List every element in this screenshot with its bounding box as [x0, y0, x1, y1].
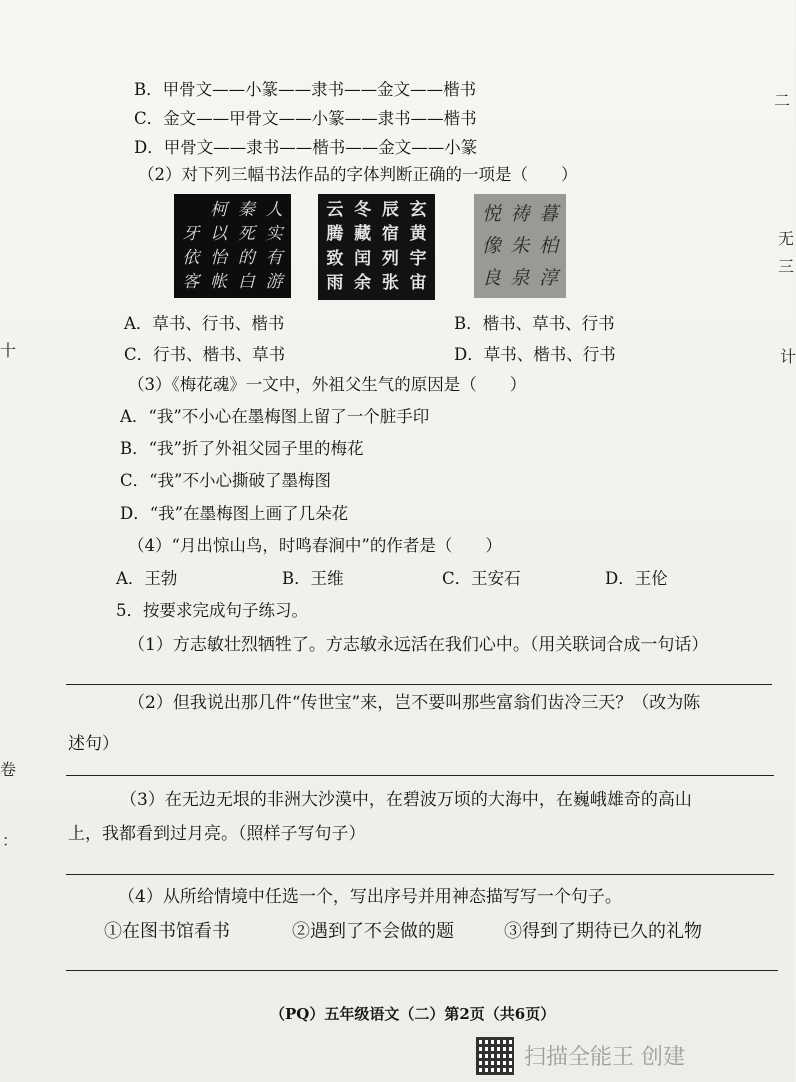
right-margin-fragment: 无 — [778, 229, 795, 248]
calligraphy-char: 辰 — [381, 199, 399, 220]
calligraphy-char: 列 — [381, 248, 399, 269]
q3-option-b: B．“我”折了外祖父园子里的梅花 — [120, 439, 364, 458]
calligraphy-char: 帐 — [210, 271, 228, 292]
q2-option-c: C．行书、楷书、草书 — [124, 345, 286, 364]
q2-option-a: A．草书、行书、楷书 — [124, 314, 285, 333]
q2-stem: （2）对下列三幅书法作品的字体判断正确的一项是（ ） — [138, 165, 578, 184]
calligraphy-char: 腾 — [326, 224, 344, 245]
calligraphy-char: 藏 — [354, 224, 372, 245]
calligraphy-char: 淳 — [539, 266, 559, 289]
left-margin-fragment: 卷 — [0, 760, 17, 779]
calligraphy-image-1 — [174, 194, 291, 298]
left-margin-fragment: ： — [2, 831, 19, 850]
calligraphy-char: 依 — [182, 247, 200, 268]
calligraphy-char: 悦 — [481, 202, 501, 225]
q1-option-b: B．甲骨文——小篆——隶书——金文——楷书 — [134, 80, 477, 99]
calligraphy-char: 宇 — [409, 248, 427, 269]
left-margin-fragment: 十 — [0, 341, 17, 360]
q3-option-a: A．“我”不小心在墨梅图上留了一个脏手印 — [120, 407, 430, 426]
calligraphy-char: 祷 — [510, 202, 530, 225]
calligraphy-char: 的 — [237, 247, 255, 268]
answer-line — [66, 970, 778, 971]
answer-line — [66, 775, 774, 776]
calligraphy-char: 白 — [237, 271, 255, 292]
calligraphy-char: 牙 — [182, 223, 200, 244]
calligraphy-char: 朱 — [510, 234, 530, 257]
calligraphy-char: 暮 — [539, 202, 559, 225]
calligraphy-char: 柯 — [210, 199, 228, 220]
q5-choice-1: ①在图书馆看书 — [104, 921, 230, 942]
right-margin-fragment: 计 — [780, 347, 796, 366]
q4-option-d: D．王伦 — [605, 569, 668, 588]
calligraphy-char: 像 — [481, 234, 501, 257]
q5-item-4: （4）从所给情境中任选一个，写出序号并用神态描写写一个句子。 — [118, 887, 622, 907]
calligraphy-char: 客 — [182, 271, 200, 292]
calligraphy-char: 冬 — [354, 199, 372, 220]
calligraphy-char: 死 — [237, 223, 255, 244]
calligraphy-char: 泉 — [510, 266, 530, 289]
calligraphy-image-2 — [318, 194, 435, 300]
calligraphy-char: 秦 — [237, 199, 255, 220]
calligraphy-char: 黄 — [409, 224, 427, 245]
calligraphy-char: 以 — [210, 223, 228, 244]
calligraphy-char: 怡 — [210, 247, 228, 268]
q3-stem: （3）《梅花魂》一文中，外祖父生气的原因是（ ） — [128, 375, 527, 394]
q5-item-3-line-1: （3）在无边无垠的非洲大沙漠中，在碧波万顷的大海中，在巍峨雄奇的高山 — [120, 790, 692, 810]
calligraphy-char — [177, 198, 205, 222]
q2-option-d: D．草书、楷书、行书 — [454, 345, 616, 364]
q5-choice-3: ③得到了期待已久的礼物 — [504, 921, 702, 942]
calligraphy-char: 实 — [265, 223, 283, 244]
q4-option-a: A．王勃 — [116, 569, 178, 588]
answer-line — [66, 874, 774, 875]
calligraphy-char: 余 — [354, 273, 372, 294]
calligraphy-char: 闰 — [354, 248, 372, 269]
q3-option-c: C．“我”不小心撕破了墨梅图 — [120, 471, 331, 490]
q1-option-d: D．甲骨文——隶书——楷书——金文——小篆 — [134, 138, 478, 157]
q5-item-2-line-1: （2）但我说出那几件“传世宝”来，岂不要叫那些富翁们齿冷三天？（改为陈 — [128, 693, 701, 713]
calligraphy-char: 游 — [265, 271, 283, 292]
calligraphy-char: 柏 — [539, 234, 559, 257]
q5-item-2-line-2: 述句） — [68, 734, 119, 754]
calligraphy-char: 致 — [326, 248, 344, 269]
calligraphy-char: 玄 — [409, 199, 427, 220]
calligraphy-image-3 — [474, 194, 566, 298]
answer-line — [66, 684, 772, 685]
scanner-watermark: 扫描全能王 创建 — [524, 1045, 685, 1070]
q5-item-3-line-2: 上，我都看到过月亮。（照样子写句子） — [68, 824, 366, 844]
calligraphy-char: 人 — [265, 199, 283, 220]
qr-code-icon — [476, 1037, 514, 1075]
page-footer: （PQ）五年级语文（二）第2页（共6页） — [270, 1005, 556, 1023]
q3-option-d: D．“我”在墨梅图上画了几朵花 — [120, 504, 349, 523]
right-margin-fragment: 三 — [778, 257, 795, 276]
calligraphy-char: 良 — [481, 266, 501, 289]
calligraphy-char: 宿 — [381, 224, 399, 245]
q5-title: 5．按要求完成句子练习。 — [116, 601, 308, 620]
calligraphy-char: 云 — [326, 199, 344, 220]
q5-item-1: （1）方志敏壮烈牺牲了。方志敏永远活在我们心中。（用关联词合成一句话） — [128, 635, 709, 655]
calligraphy-char: 雨 — [326, 273, 344, 294]
calligraphy-char: 宙 — [409, 273, 427, 294]
calligraphy-char: 有 — [265, 247, 283, 268]
q2-option-b: B．楷书、草书、行书 — [454, 314, 615, 333]
q4-option-b: B．王维 — [282, 569, 344, 588]
right-margin-fragment: 二 — [774, 91, 791, 110]
calligraphy-char: 张 — [381, 273, 399, 294]
q5-choice-2: ②遇到了不会做的题 — [292, 921, 454, 942]
q1-option-c: C．金文——甲骨文——小篆——隶书——楷书 — [134, 109, 477, 128]
q4-option-c: C．王安石 — [442, 569, 521, 588]
q4-stem: （4）“月出惊山鸟，时鸣春涧中”的作者是（ ） — [128, 536, 502, 555]
